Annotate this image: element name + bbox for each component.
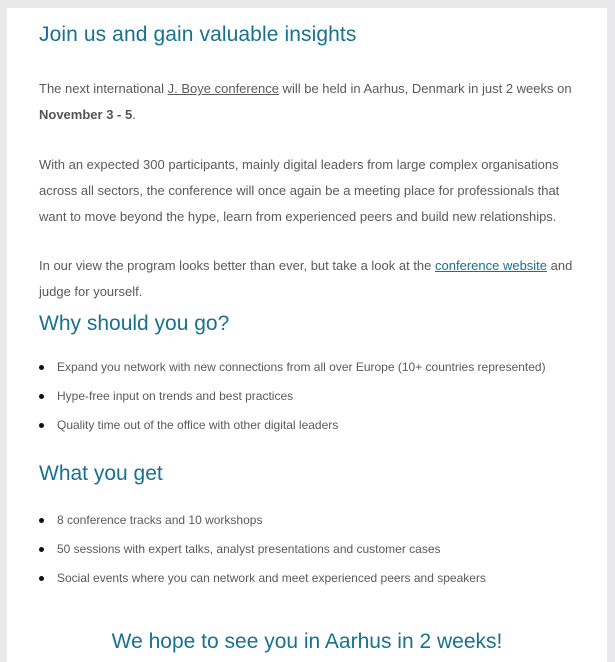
bullet-icon bbox=[39, 423, 44, 428]
list-item bbox=[39, 564, 579, 593]
intro-text-start: The next international bbox=[39, 81, 168, 96]
list-item-text: Hype-free input on trends and best practices bbox=[57, 389, 294, 403]
list-item bbox=[39, 411, 579, 440]
bullet-icon bbox=[39, 576, 44, 581]
what-heading: What you get bbox=[39, 462, 163, 485]
bullet-icon bbox=[39, 547, 44, 552]
intro-text-end: . bbox=[132, 107, 136, 122]
email-content-card bbox=[7, 8, 607, 662]
list-item bbox=[39, 353, 579, 382]
list-item-text: Social events where you can network and meet experienced peers and speakers bbox=[57, 571, 486, 585]
list-item bbox=[39, 382, 579, 411]
list-item-text: Expand you network with new connections from all over Europe (10+ countries represented) bbox=[57, 360, 546, 374]
intro-text-middle: will be held in Aarhus, Denmark in just 2 weeks on bbox=[278, 81, 572, 96]
why-heading: Why should you go? bbox=[39, 312, 230, 335]
participants-paragraph: With an expected 300 participants, mainly digital leaders from large complex organisations across all sectors, the conference will once again be a meeting place for professionals that want to move beyond the hype, learn from experienced peers and build new relationships. bbox=[39, 157, 560, 224]
closing-heading: We hope to see you in Aarhus in 2 weeks! bbox=[111, 630, 503, 653]
jboye-conference-link[interactable]: J. Boye conference bbox=[167, 81, 279, 96]
program-text-start: In our view the program looks better than ever, but take a look at the bbox=[39, 258, 436, 273]
list-item bbox=[39, 535, 579, 564]
bullet-icon bbox=[39, 365, 44, 370]
intro-paragraph bbox=[39, 76, 579, 128]
list-item-text: 8 conference tracks and 10 workshops bbox=[57, 513, 263, 527]
list-item bbox=[39, 506, 579, 535]
conference-dates: November 3 - 5 bbox=[39, 107, 133, 122]
program-paragraph bbox=[39, 253, 579, 305]
bullet-icon bbox=[39, 518, 44, 523]
why-list bbox=[39, 353, 579, 440]
what-list bbox=[39, 506, 579, 593]
list-item-text: 50 sessions with expert talks, analyst presentations and customer cases bbox=[57, 542, 441, 556]
list-item-text: Quality time out of the office with other digital leaders bbox=[57, 418, 339, 432]
bullet-icon bbox=[39, 394, 44, 399]
program-text-end: and judge for yourself. bbox=[39, 258, 573, 299]
conference-website-link[interactable]: conference website bbox=[435, 258, 548, 273]
main-heading: Join us and gain valuable insights bbox=[39, 23, 357, 46]
